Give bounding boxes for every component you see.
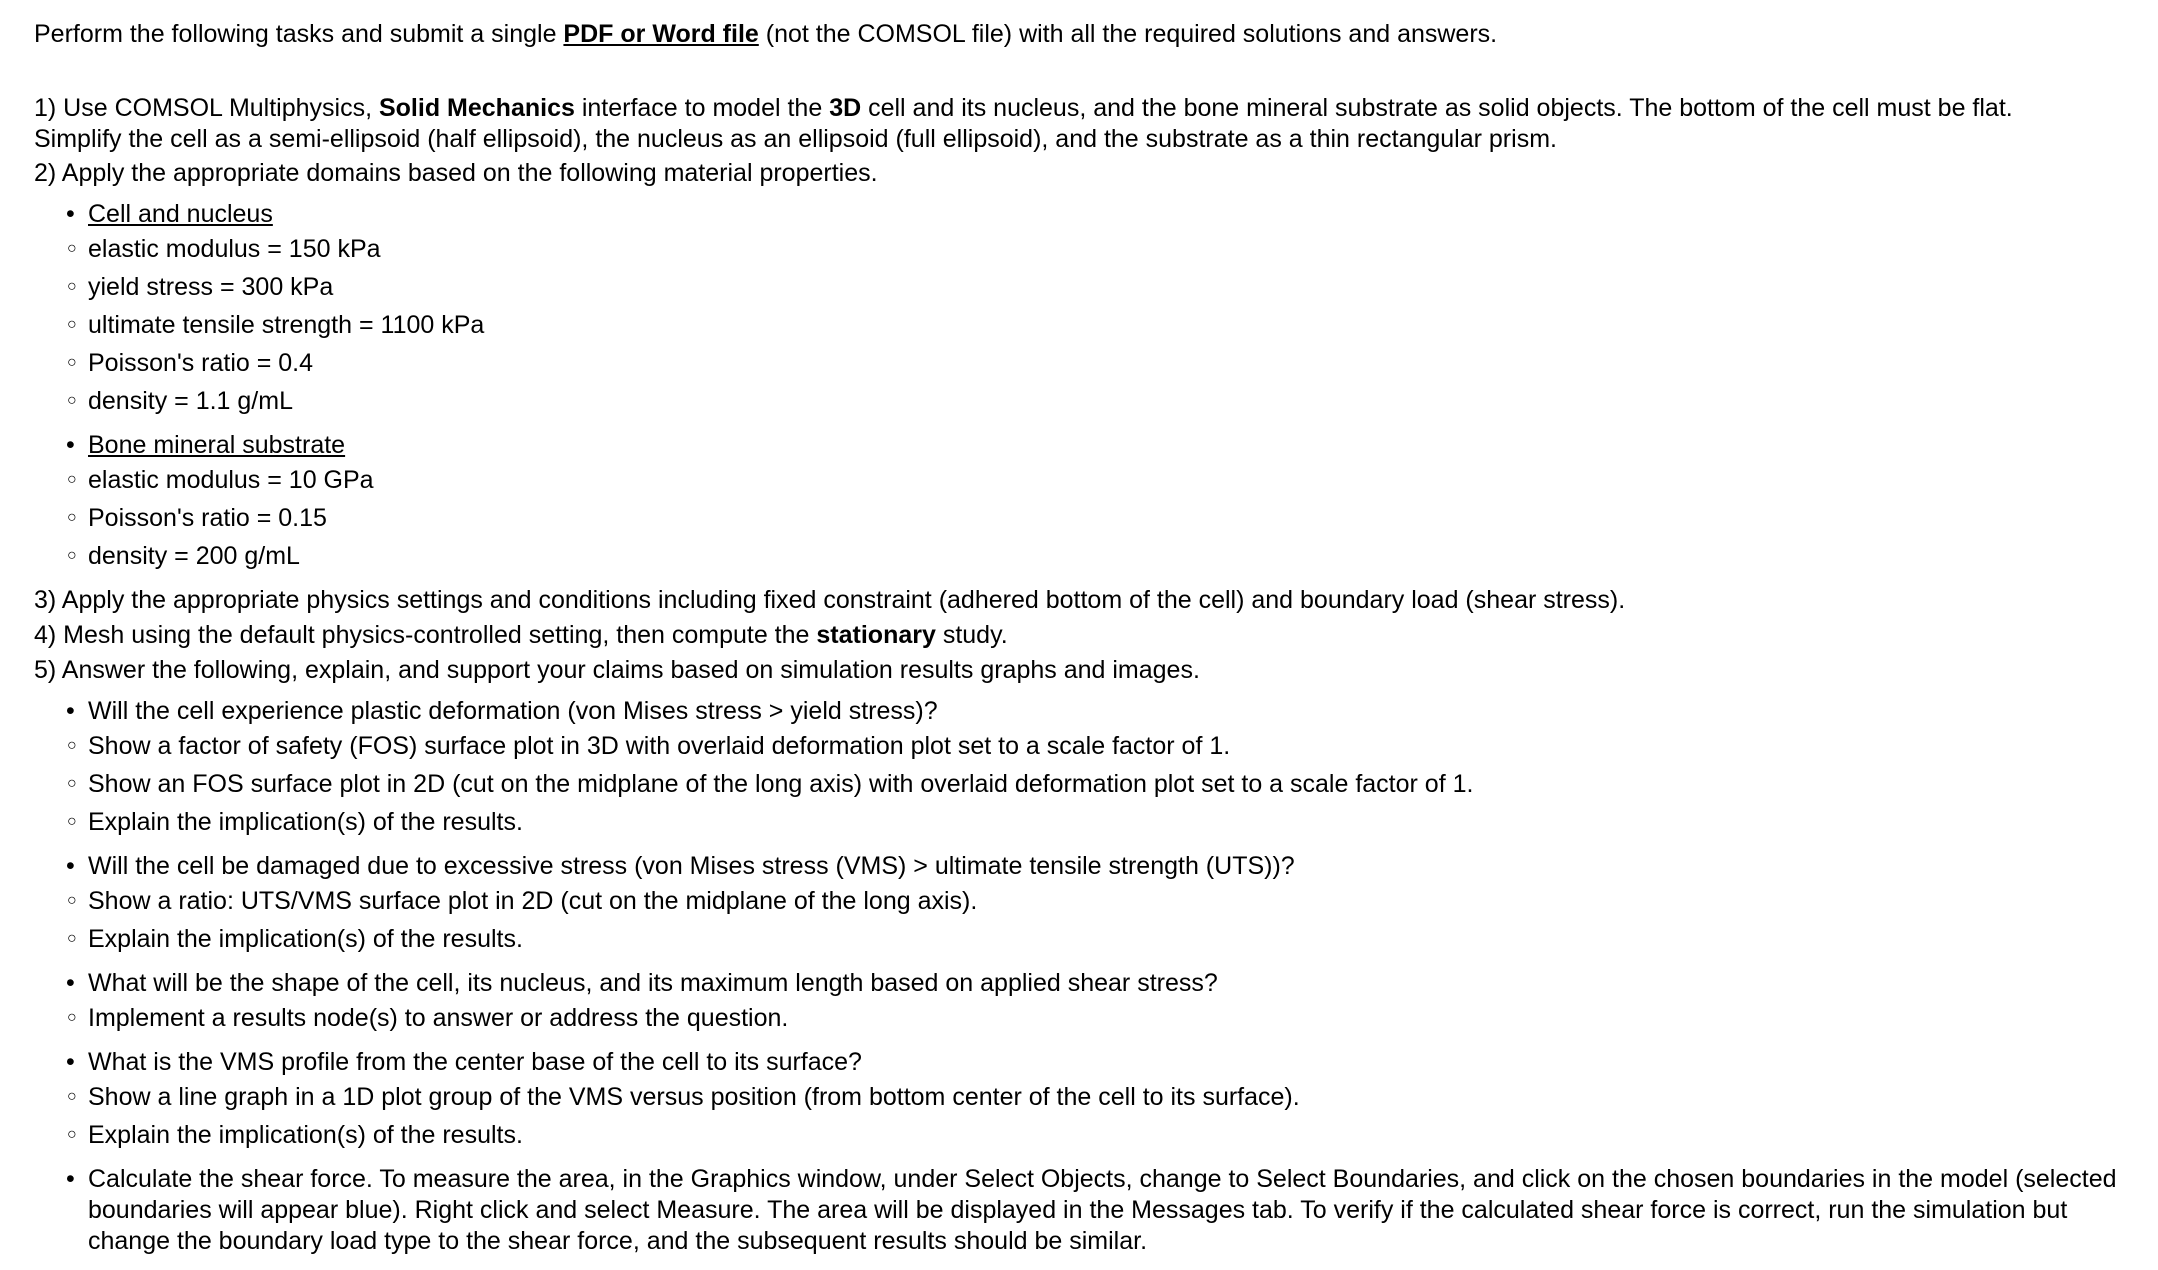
sub-bullet-icon: ○ — [67, 316, 77, 333]
task-1-bold-interface: Solid Mechanics — [378, 94, 575, 122]
material — [34, 430, 2134, 575]
sub-bullet-icon: ○ — [67, 509, 77, 526]
sub-bullet-icon: ○ — [67, 1009, 77, 1026]
materials-list — [34, 199, 2134, 575]
question-sub-item-text: Show a factor of safety (FOS) surface plot in 3D with overlaid deformation plot set to a scale factor of 1. — [88, 732, 1231, 760]
question — [34, 1164, 2134, 1257]
bullet-icon: • — [66, 969, 75, 997]
bullet-icon: • — [66, 697, 75, 725]
question-sub-item-text: Explain the implication(s) of the results. — [88, 808, 523, 836]
material-heading-text: Bone mineral substrate — [88, 431, 346, 459]
sub-bullet-icon: ○ — [67, 892, 77, 909]
task-1-text-2: interface to model the — [574, 94, 830, 122]
question-sub-item — [34, 920, 2134, 958]
material-sub-item — [34, 461, 2134, 499]
sub-bullet-icon: ○ — [67, 471, 77, 488]
task-1-text: 1) Use COMSOL Multiphysics, — [34, 94, 379, 122]
material-sub-item — [34, 382, 2134, 420]
bullet-icon: • — [66, 1165, 75, 1193]
question — [34, 1047, 2134, 1154]
question-heading-text: What is the VMS profile from the center base of the cell to its surface? — [88, 1048, 862, 1076]
material-sub-item-text: Poisson's ratio = 0.15 — [88, 504, 327, 532]
task-5: 5) Answer the following, explain, and support your claims based on simulation results graphs and images. — [34, 656, 1200, 684]
document-page — [34, 18, 2134, 1267]
question-heading-text: Will the cell experience plastic deformation (von Mises stress > yield stress)? — [88, 697, 938, 725]
question-sub-item-text: Show a line graph in a 1D plot group of the VMS versus position (from bottom center of the cell to its surface). — [88, 1083, 1300, 1111]
question-heading-text: Calculate the shear force. To measure the area, in the Graphics window, under Select Objects, change to Select Boundaries, and click on the chosen boundaries in the model (selected boundaries will appear blue). Right click and select Measure. The area will be displayed in the Messages tab. To verify if the calculated shear force is correct, run the simulation but change the boundary load type to the shear force, and the subsequent results should be similar. — [88, 1165, 2117, 1255]
question-sub-item — [34, 765, 2134, 803]
material-sub-item — [34, 268, 2134, 306]
question-sub-item — [34, 727, 2134, 765]
sub-bullet-icon: ○ — [67, 737, 77, 754]
task-1-text-3: cell and its nucleus, and the bone mineral substrate as solid objects. The bottom of the cell must be flat. — [861, 94, 2013, 122]
question-heading-text: Will the cell be damaged due to excessive stress (von Mises stress (VMS) > ultimate tensile strength (UTS))? — [88, 852, 1295, 880]
question-sub-item — [34, 1078, 2134, 1116]
task-4-text-end: study. — [935, 621, 1008, 649]
question-sub-item-text: Show an FOS surface plot in 2D (cut on the midplane of the long axis) with overlaid deformation plot set to a scale factor of 1. — [88, 770, 1474, 798]
question-sub-item-text: Show a ratio: UTS/VMS surface plot in 2D (cut on the midplane of the long axis). — [88, 887, 978, 915]
sub-bullet-icon: ○ — [67, 278, 77, 295]
sub-bullet-icon: ○ — [67, 392, 77, 409]
question-sub-item-text: Explain the implication(s) of the results. — [88, 925, 523, 953]
task-2: 2) Apply the appropriate domains based on the following material properties. — [34, 159, 878, 187]
material-heading — [34, 430, 2134, 461]
task-3: 3) Apply the appropriate physics settings and conditions including fixed constraint (adhered bottom of the cell) and boundary load (shear stress). — [34, 586, 1626, 614]
intro-text: Perform the following tasks and submit a single — [34, 20, 564, 48]
material-sub-item-text: yield stress = 300 kPa — [88, 273, 334, 301]
question-heading-text: What will be the shape of the cell, its nucleus, and its maximum length based on applied shear stress? — [88, 969, 1218, 997]
task-4-bold: stationary — [816, 621, 936, 649]
question-heading — [34, 1164, 2134, 1257]
bullet-icon: • — [66, 200, 75, 228]
material — [34, 199, 2134, 420]
question-sub-item-text: Implement a results node(s) to answer or address the question. — [88, 1004, 789, 1032]
questions-list — [34, 696, 2134, 1257]
intro-text-end: (not the COMSOL file) with all the required solutions and answers. — [758, 20, 1498, 48]
task-4 — [34, 620, 2134, 651]
question-heading — [34, 968, 2134, 999]
sub-bullet-icon: ○ — [67, 775, 77, 792]
question — [34, 851, 2134, 958]
task-1-line-2: Simplify the cell as a semi-ellipsoid (half ellipsoid), the nucleus as an ellipsoid (full ellipsoid), and the substrate as a thin rectangular prism. — [34, 125, 1557, 153]
material-sub-item — [34, 499, 2134, 537]
task-1 — [34, 93, 2134, 155]
material-sub-item — [34, 344, 2134, 382]
material-sub-item-text: elastic modulus = 150 kPa — [88, 235, 381, 263]
sub-bullet-icon: ○ — [67, 1126, 77, 1143]
material-sub-item-text: Poisson's ratio = 0.4 — [88, 349, 314, 377]
intro-emphasis: PDF or Word file — [563, 20, 759, 48]
material-sub-item — [34, 230, 2134, 268]
material-sub-item-text: density = 200 g/mL — [88, 542, 300, 570]
intro-paragraph — [34, 18, 2134, 51]
question-heading — [34, 696, 2134, 727]
bullet-icon: • — [66, 852, 75, 880]
sub-bullet-icon: ○ — [67, 240, 77, 257]
material-sub-item-text: density = 1.1 g/mL — [88, 387, 293, 415]
material-heading — [34, 199, 2134, 230]
bullet-icon: • — [66, 431, 75, 459]
material-sub-item-text: elastic modulus = 10 GPa — [88, 466, 374, 494]
material-heading-text: Cell and nucleus — [88, 200, 273, 228]
question-sub-item-text: Explain the implication(s) of the results. — [88, 1121, 523, 1149]
question-heading — [34, 1047, 2134, 1078]
question-sub-item — [34, 882, 2134, 920]
sub-bullet-icon: ○ — [67, 547, 77, 564]
task-4-text: 4) Mesh using the default physics-controlled setting, then compute the — [34, 621, 817, 649]
question-sub-item — [34, 1116, 2134, 1154]
sub-bullet-icon: ○ — [67, 1088, 77, 1105]
bullet-icon: • — [66, 1048, 75, 1076]
question — [34, 696, 2134, 841]
question-sub-item — [34, 999, 2134, 1037]
task-1-bold-3d: 3D — [829, 94, 862, 122]
question-sub-item — [34, 803, 2134, 841]
sub-bullet-icon: ○ — [67, 813, 77, 830]
material-sub-item-text: ultimate tensile strength = 1100 kPa — [88, 311, 485, 339]
question — [34, 968, 2134, 1037]
material-sub-item — [34, 306, 2134, 344]
sub-bullet-icon: ○ — [67, 354, 77, 371]
sub-bullet-icon: ○ — [67, 930, 77, 947]
material-sub-item — [34, 537, 2134, 575]
question-heading — [34, 851, 2134, 882]
